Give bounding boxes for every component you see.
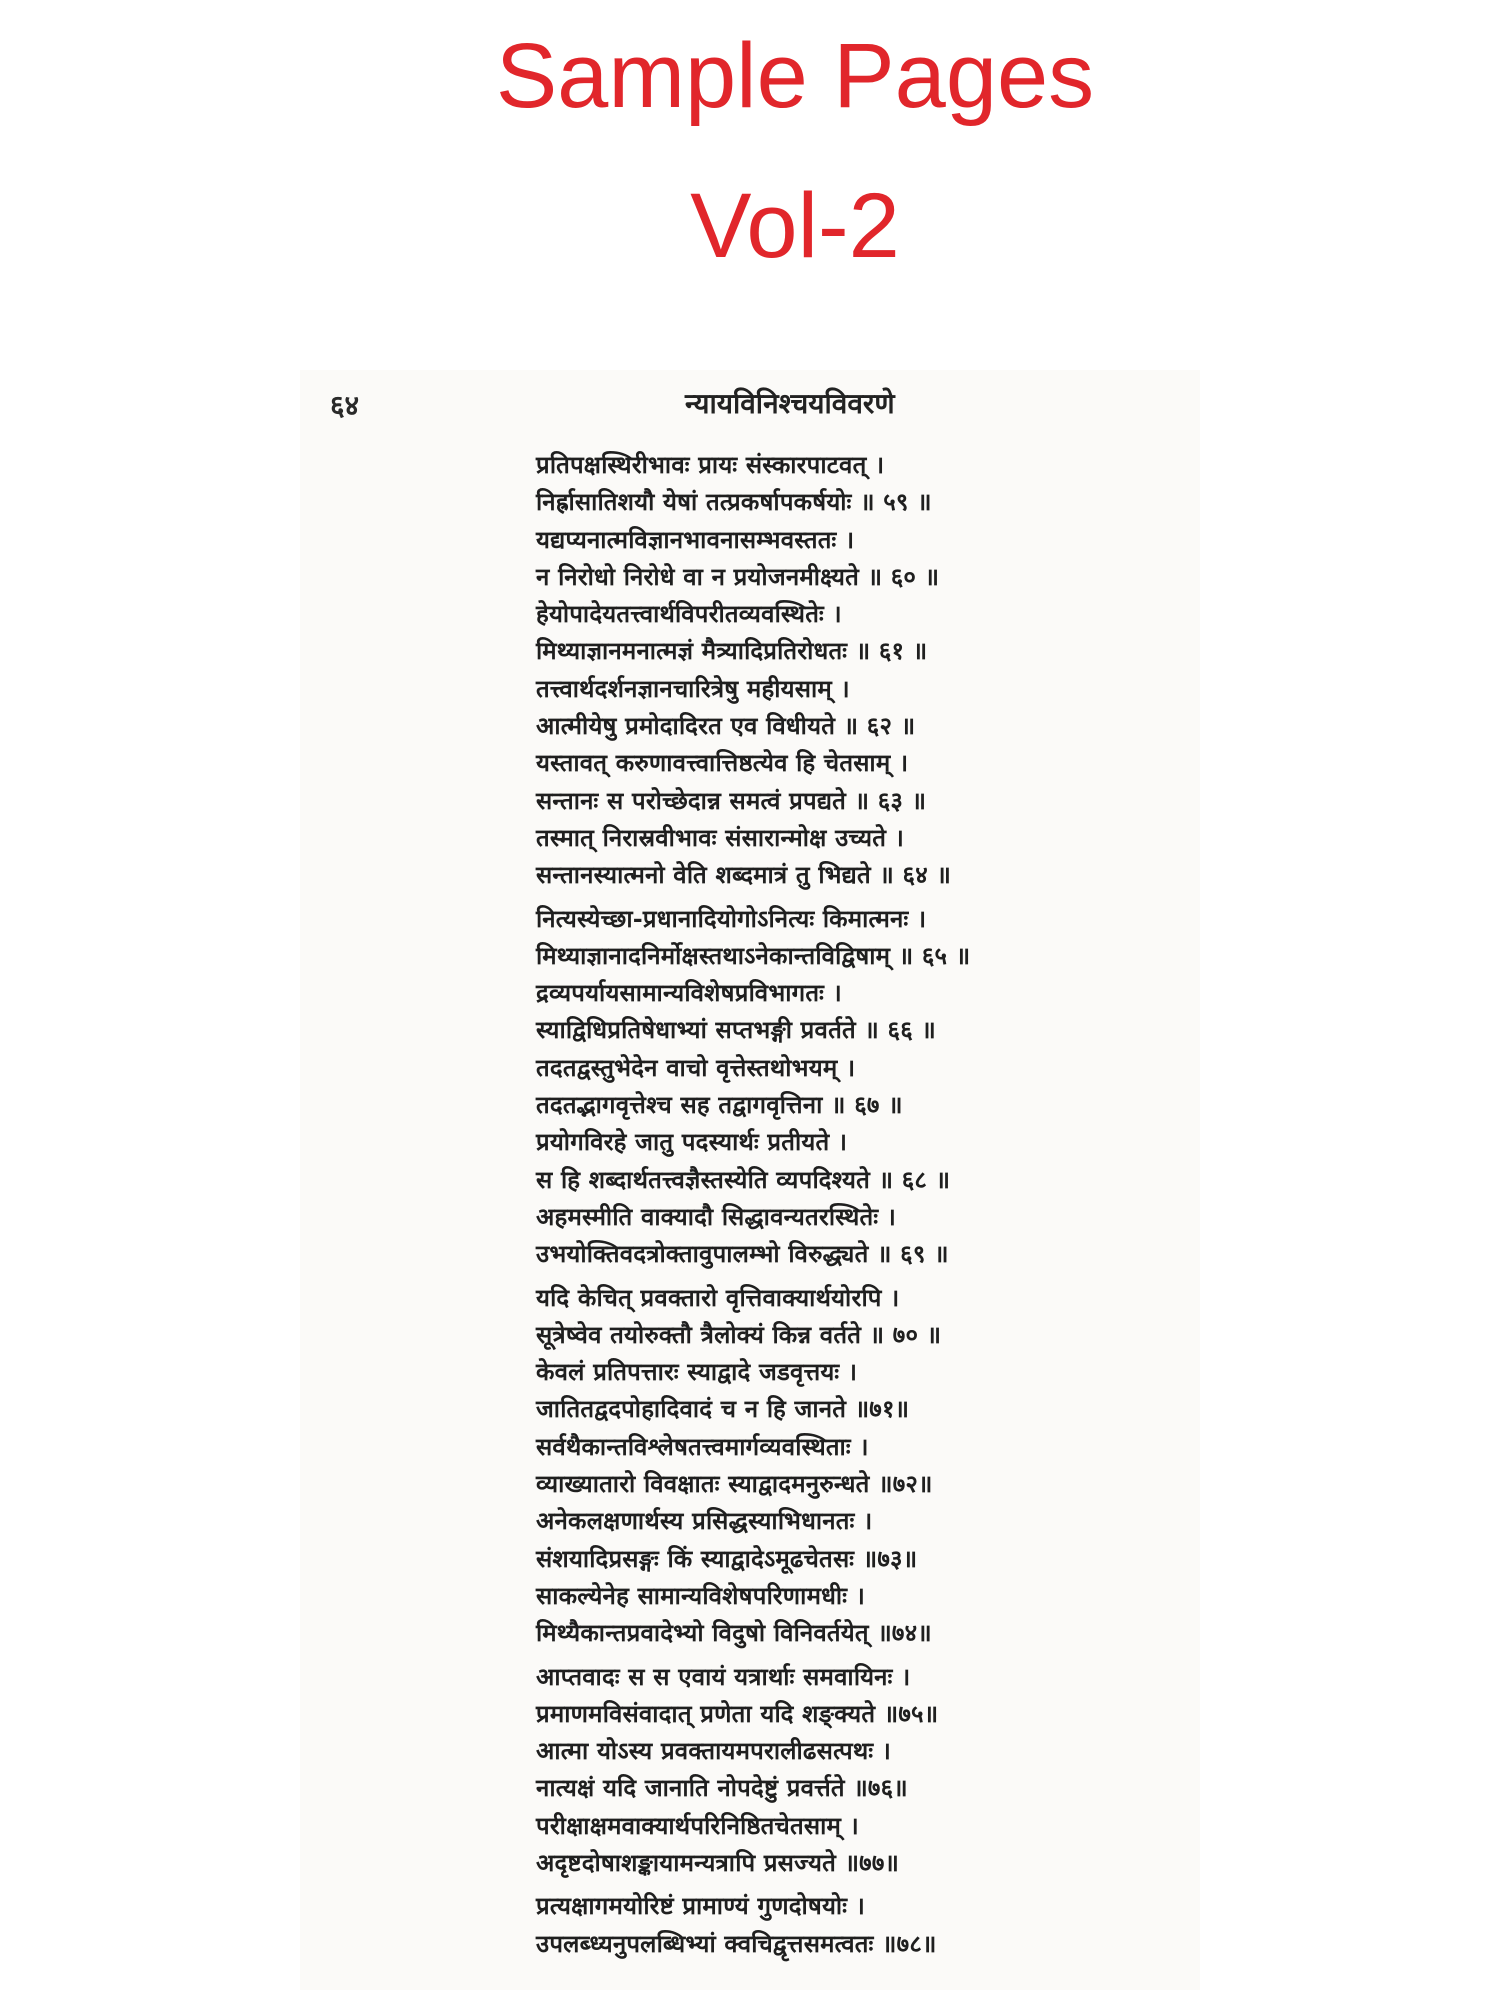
verse-line: नित्यस्येच्छा-प्रधानादियोगोऽनित्यः किमात्मनः । (536, 903, 927, 933)
verse-line: निर्ह्रासातिशयौ येषां तत्प्रकर्षापकर्षयोः ॥ ५९ ॥ (536, 487, 932, 517)
banner-volume: Vol-2 (690, 175, 900, 277)
verse-line: यस्तावत् करुणावत्त्वात्तिष्ठत्येव हि चेतसाम् । (536, 748, 909, 778)
verse-line: आत्मा योऽस्य प्रवक्तायमपरालीढसत्पथः । (536, 1736, 892, 1766)
verse-line: सन्तानः स परोच्छेदान्न समत्वं प्रपद्यते ॥ ६३ ॥ (536, 785, 927, 815)
verse-line: आत्मीयेषु प्रमोदादिरत एव विधीयते ॥ ६२ ॥ (536, 711, 916, 741)
page-number: ६४ (330, 389, 360, 422)
verse-line: मिथ्यैकान्तप्रवादेभ्यो विदुषो विनिवर्तयेत् ॥७४॥ (536, 1618, 932, 1648)
verse-line: स्याद्विधिप्रतिषेधाभ्यां सप्तभङ्गी प्रवर्तते ॥ ६६ ॥ (536, 1015, 937, 1045)
verse-line: प्रतिपक्षस्थिरीभावः प्रायः संस्कारपाटवत् । (536, 450, 885, 479)
verse-line: जातितद्वदपोहादिवादं च न हि जानते ॥७१॥ (536, 1394, 910, 1424)
verse-line: सूत्रेष्वेव तयोरुक्तौ त्रैलोक्यं किन्न वर्तते ॥ ७० ॥ (536, 1319, 942, 1349)
verse-line: यदि केचित् प्रवक्तारो वृत्तिवाक्यार्थयोरपि । (536, 1282, 900, 1312)
verse-line: अहमस्मीति वाक्यादौ सिद्धावन्यतरस्थितेः । (536, 1201, 897, 1231)
verse-line: सन्तानस्यात्मनो वेति शब्दमात्रं तु भिद्यते ॥ ६४ ॥ (536, 860, 952, 890)
verse-line: आप्तवादः स स एवायं यत्रार्थाः समवायिनः । (536, 1661, 911, 1691)
verse-line: उभयोक्तिवदत्रोक्तावुपालम्भो विरुद्ध्यते ॥ ६९ ॥ (536, 1239, 949, 1269)
running-head: न्यायविनिश्चयविवरणे (685, 387, 895, 420)
verse-line: मिथ्याज्ञानादनिर्मोक्षस्तथाऽनेकान्तविद्विषाम् ॥ ६५ ॥ (536, 940, 971, 970)
verse-line: यद्यप्यनात्मविज्ञानभावनासम्भवस्ततः । (536, 524, 855, 554)
verse-line: संशयादिप्रसङ्गः किं स्याद्वादेऽमूढचेतसः ॥७३॥ (536, 1543, 918, 1573)
verse-line: तदतद्भागवृत्तेश्च सह तद्वागवृत्तिना ॥ ६७ ॥ (536, 1090, 903, 1120)
scanned-page (300, 370, 1200, 1990)
verse-line: मिथ्याज्ञानमनात्मज्ञं मैत्र्यादिप्रतिरोधतः ॥ ६१ ॥ (536, 636, 928, 666)
verse-line: परीक्षाक्षमवाक्यार्थपरिनिष्ठितचेतसाम् । (536, 1810, 859, 1840)
banner-title: Sample Pages (495, 25, 1095, 127)
verse-line: केवलं प्रतिपत्तारः स्याद्वादे जडवृत्तयः । (536, 1357, 858, 1387)
verse-line: न निरोधो निरोधे वा न प्रयोजनमीक्ष्यते ॥ ६० ॥ (536, 561, 940, 591)
verse-line: उपलब्ध्यनुपलब्धिभ्यां क्वचिद्वृत्तसमत्वतः ॥७८॥ (536, 1928, 937, 1958)
verse-line: द्रव्यपर्यायसामान्यविशेषप्रविभागतः । (536, 978, 842, 1008)
verse-line: साकल्येनेह सामान्यविशेषपरिणामधीः । (536, 1580, 865, 1610)
verse-line: व्याख्यातारो विवक्षातः स्याद्वादमनुरुन्धते ॥७२॥ (536, 1469, 933, 1499)
verse-line: अदृष्टदोषाशङ्कायामन्यत्रापि प्रसज्यते ॥७७॥ (536, 1847, 900, 1877)
verse-line: नात्यक्षं यदि जानाति नोपदेष्टुं प्रवर्त्तते ॥७६॥ (536, 1773, 908, 1803)
verse-line: स हि शब्दार्थतत्त्वज्ञैस्तस्येति व्यपदिश्यते ॥ ६८ ॥ (536, 1164, 951, 1194)
verse-line: तस्मात् निरास्रवीभावः संसारान्मोक्ष उच्यते । (536, 822, 905, 852)
verse-line: अनेकलक्षणार्थस्य प्रसिद्धस्याभिधानतः । (536, 1506, 873, 1536)
verse-line: प्रत्यक्षागमयोरिष्टं प्रामाण्यं गुणदोषयोः । (536, 1891, 866, 1921)
verse-line: सर्वथैकान्तविश्लेषतत्त्वमार्गव्यवस्थिताः । (536, 1431, 869, 1461)
verse-line: तत्त्वार्थदर्शनज्ञानचारित्रेषु महीयसाम् । (536, 673, 850, 703)
verse-line: हेयोपादेयतत्त्वार्थविपरीतव्यवस्थितेः । (536, 599, 842, 629)
verse-line: प्रयोगविरहे जातु पदस्यार्थः प्रतीयते । (536, 1127, 848, 1157)
verse-line: प्रमाणमविसंवादात् प्रणेता यदि शङ्क्यते ॥७५॥ (536, 1698, 939, 1728)
verse-list (536, 446, 1196, 1962)
verse-line: तदतद्वस्तुभेदेन वाचो वृत्तेस्तथोभयम् । (536, 1052, 856, 1082)
